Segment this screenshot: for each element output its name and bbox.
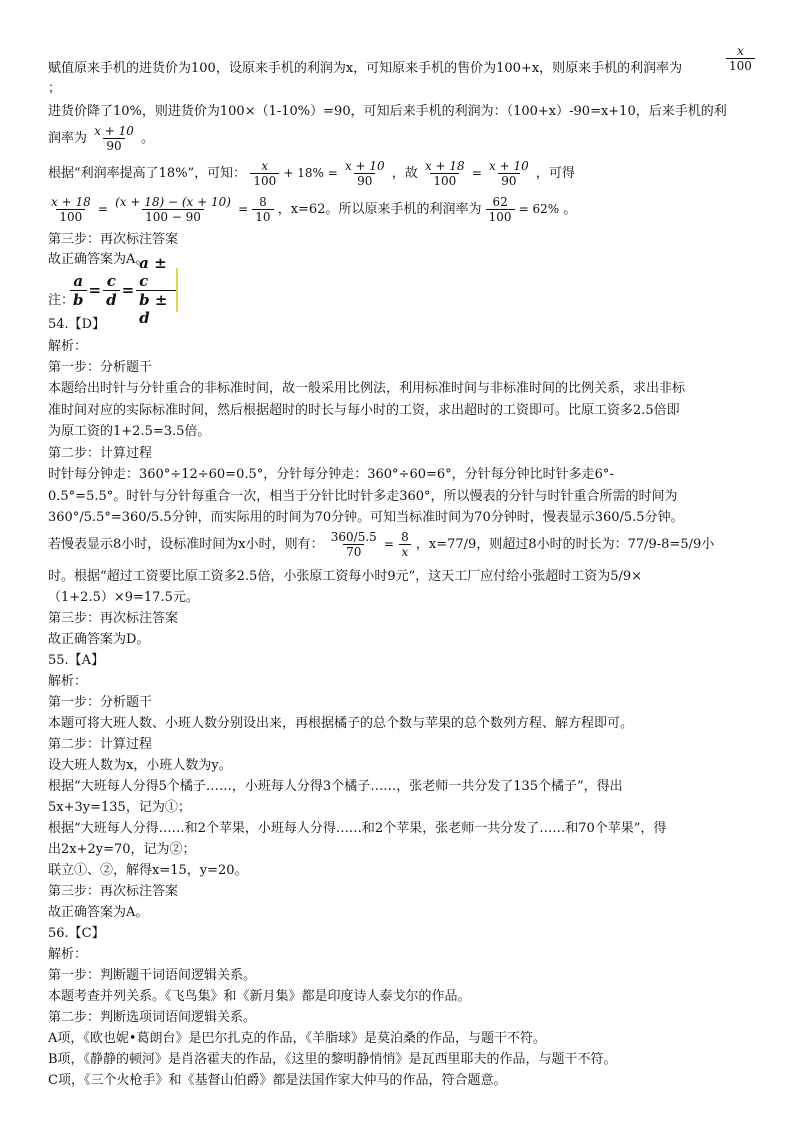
text-line: 时针每分钟走：360°÷12÷60=0.5°，分针每分钟走：360°÷60=6°，分针每分钟比时针多走6°- [48, 467, 614, 482]
answer-line: 故正确答案为A。 [48, 252, 149, 267]
text-line: 360°/5.5°=360/5.5分钟，而实际用的时间为70分钟。可知当标准时间为70分钟时，慢表显示360/5.5分钟。 [48, 510, 684, 525]
step-heading: 第三步：再次标注答案 [48, 232, 179, 247]
step-heading: 第一步：分析题干 [48, 360, 153, 375]
text-line: 准时间对应的实际标准时间，然后根据超时的时长与每小时的工资，求出超时的工资即可。比原工资多2.5倍即 [48, 403, 680, 418]
step-heading: 第三步：再次标注答案 [48, 611, 179, 626]
option-line: B项，《静静的顿河》是肖洛霍夫的作品，《这里的黎明静悄悄》是瓦西里耶夫的作品，与题干不符。 [48, 1052, 617, 1067]
question-number: 54.【D】 [48, 317, 106, 332]
fraction: $\frac{a \pm c}{b \pm d}$ [136, 254, 176, 327]
fraction: $\frac{8}{10}$ [252, 195, 273, 224]
answer-line: 故正确答案为A。 [48, 905, 149, 920]
analysis-label: 解析： [48, 947, 88, 962]
text-line: 进货价降了10%，则进货价为100×（1-10%）=90，可知后来手机的利润为：（100+x）-90=x+10，后来手机的利 [48, 104, 727, 119]
text-line: 时。根据“超过工资要比原工资多2.5倍，小张原工资每小时9元”，这天工厂应付给小张超时工资为5/9× [48, 569, 643, 584]
step-heading: 第一步：判断题干词语间逻辑关系。 [48, 968, 257, 983]
fraction: $\frac{x + 10}{90}$ [344, 159, 385, 188]
fraction: $\frac{a}{b}$ [70, 272, 87, 309]
fraction: $\frac{x}{100}$ [726, 44, 755, 73]
step-heading: 第二步：计算过程 [48, 446, 153, 461]
analysis-label: 解析： [48, 674, 88, 689]
note-label: 注： [48, 293, 75, 308]
fraction: $\frac{62}{100}$ [486, 195, 515, 224]
text-line: 0.5°=5.5°。时针与分针每重合一次，相当于分针比时针多走360°，所以慢表的分针与时针重合所需的时间为 [48, 489, 678, 504]
fraction: $\frac{x + 10}{90}$ [489, 159, 529, 188]
text-line: 5x+3y=135，记为①； [48, 800, 191, 815]
text-line: 润率为 $\frac{x + 10}{90}$ 。 [48, 124, 155, 153]
text-line: 为原工资的1+2.5=3.5倍。 [48, 424, 211, 439]
note-formula: $\frac{a}{b}$ = $\frac{c}{d}$ = $\frac{a \pm c}{b \pm d}$ [70, 268, 178, 312]
step-heading: 第二步：计算过程 [48, 737, 153, 752]
text-line: 联立①、②，解得x=15，y=20。 [48, 863, 248, 878]
step-heading: 第一步：分析题干 [48, 695, 153, 710]
text-line: （1+2.5）×9=17.5元。 [48, 590, 199, 605]
text-line: 本题给出时针与分针重合的非标准时间，故一般采用比例法，利用标准时间与非标准时间的比例关系，求出非标 [48, 381, 686, 396]
fraction: $\frac{360/5.5}{70}$ [330, 530, 377, 559]
text-line: ； [48, 81, 62, 96]
answer-line: 故正确答案为D。 [48, 632, 150, 647]
text-line: 设大班人数为x，小班人数为y。 [48, 758, 232, 773]
text-line: $\frac{x + 18}{100}$ = $\frac{(x + 18) - (x + 10)}{100 - 90}$ = $\frac{8}{10}$ ，x=62。所以原来手机的利润率为 $\frac{62}{100}$ = 62% 。 [48, 192, 576, 227]
analysis-label: 解析： [48, 339, 88, 354]
step-heading: 第二步：判断选项词语间逻辑关系。 [48, 1010, 257, 1025]
fraction: $\frac{c}{d}$ [103, 272, 120, 309]
text-line: 赋值原来手机的进货价为100，设原来手机的利润为x，可知原来手机的售价为100+x，则原来手机的利润率为 [48, 61, 683, 76]
fraction: $\frac{x + 18}{100}$ [51, 195, 91, 224]
text-line: 若慢表显示8小时，设标准时间为x小时，则有： $\frac{360/5.5}{70}$ = $\frac{8}{x}$ ，x=77/9，则超过8小时的时长为：77/9-8=5/9小 [48, 530, 715, 559]
text-line: 根据“大班每人分得……和2个苹果，小班每人分得……和2个苹果，张老师一共分发了……和70个苹果”，得 [48, 821, 667, 836]
option-line: C项，《三个火枪手》和《基督山伯爵》都是法国作家大仲马的作品，符合题意。 [48, 1073, 507, 1088]
text-line: 本题可将大班人数、小班人数分别设出来，再根据橘子的总个数与苹果的总个数列方程、解方程即可。 [48, 716, 634, 731]
step-heading: 第三步：再次标注答案 [48, 884, 179, 899]
text-line: 出2x+2y=70，记为②； [48, 842, 196, 857]
fraction: $\frac{8}{x}$ [398, 530, 412, 559]
text-line: 根据“大班每人分得5个橘子……，小班每人分得3个橘子……，张老师一共分发了135个橘子”，得出 [48, 779, 623, 794]
question-number: 56.【C】 [48, 926, 105, 941]
text-line: 本题考查并列关系。《飞鸟集》和《新月集》都是印度诗人泰戈尔的作品。 [48, 989, 471, 1004]
option-line: A项，《欧也妮•葛朗台》是巴尔扎克的作品，《羊脂球》是莫泊桑的作品，与题干不符。 [48, 1031, 547, 1046]
fraction: $\frac{x + 18}{100}$ [424, 159, 465, 188]
fraction: $\frac{x}{100}$ [250, 159, 279, 188]
question-number: 55.【A】 [48, 653, 105, 668]
fraction: $\frac{x + 10}{90}$ [94, 124, 134, 153]
text-line: 根据“利润率提高了18%”，可知： $\frac{x}{100}$ + 18% = $\frac{x + 10}{90}$ ，故 $\frac{x + 18}{100}$ = $\frac{x + 10}{90}$ ，可得 [48, 159, 575, 188]
fraction: $\frac{(x + 18) - (x + 10)}{100 - 90}$ [115, 195, 231, 224]
